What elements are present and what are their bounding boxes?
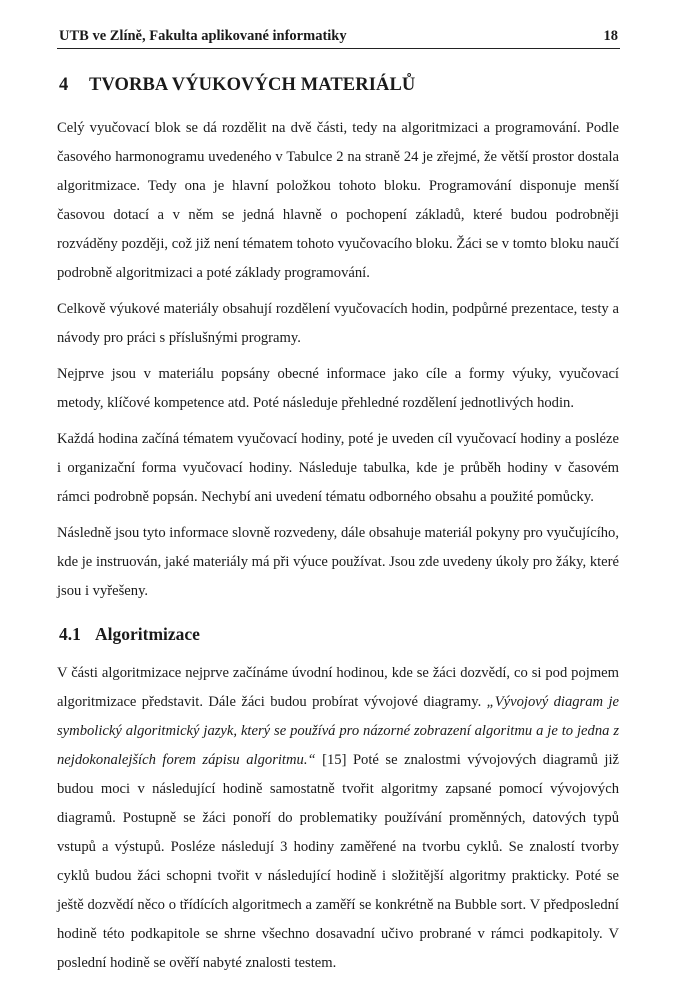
section-heading	[59, 624, 619, 645]
paragraph: Následně jsou tyto informace slovně rozvedeny, dále obsahuje materiál pokyny pro vyučujícího, kde je instruován, jaké materiály má při výuce používat. Jsou zde uvedeny úkoly pro žáky, které jsou i vyřešeny.	[57, 525, 619, 599]
paragraph: Celý vyučovací blok se dá rozdělit na dvě části, tedy na algoritmizaci a programování. Podle časového harmonogramu uvedeného v Tabulce 2 na straně 24 je zřejmé, že větší prostor dostala algoritmizace. Tedy ona je hlavní položkou tohoto bloku. Programování disponuje menší časovou dotací a v něm se jedná hlavně o pochopení základů, které budou podrobněji rozváděny později, což již není tématem tohoto vyučovacího bloku. Žáci se v tomto bloku naučí podrobně algoritmizaci a poté základy programování.	[57, 120, 619, 281]
section-title: Algoritmizace	[95, 624, 200, 644]
paragraph: Každá hodina začíná tématem vyučovací hodiny, poté je uveden cíl vyučovací hodiny a posléze i organizační forma vyučovací hodiny. Následuje tabulka, kde je průběh hodiny v časovém rámci podrobně popsán. Nechybí ani uvedení tématu odborného obsahu a použité pomůcky.	[57, 431, 619, 505]
definition-quote: „Vývojový diagram je symbolický algoritmický jazyk, který se používá pro názorné zobrazení algoritmu a je to jedna z nejdokonalejších forem zápisu algoritmu.“	[57, 694, 619, 768]
section-paragraph	[57, 659, 619, 978]
header-page-number: 18	[603, 28, 618, 44]
chapter-title: TVORBA VÝUKOVÝCH MATERIÁLŮ	[89, 75, 416, 95]
section-number: 4.1	[59, 624, 81, 644]
section-text-before-quote: V části algoritmizace nejprve začínáme úvodní hodinou, kde se žáci dozvědí, co si pod pojmem algoritmizace představit. Dále žáci budou probírat vývojové diagramy.	[57, 665, 619, 710]
page-body	[57, 75, 619, 985]
paragraph: Nejprve jsou v materiálu popsány obecné informace jako cíle a formy výuky, vyučovací metody, klíčové kompetence atd. Poté následuje přehledné rozdělení jednotlivých hodin.	[57, 366, 619, 411]
chapter-number: 4	[59, 75, 69, 95]
section-text-after-quote: [15] Poté se znalostmi vývojových diagramů již budou moci v následující hodině samostatně tvořit algoritmy zapsané pomocí vývojových diagramů. Postupně se žáci ponoří do problematiky používání proměnných, datových typů vstupů a výstupů. Posléze následují 3 hodiny zaměřené na tvorbu cyklů. Se znalostí tvorby cyklů budou žáci schopni tvořit v následující hodině i složitější algoritmy prakticky. Poté se ještě dozvědí něco o třídících algoritmech a zaměří se konkrétně na Bubble sort. V předposlední hodině této podkapitole se shrne všechno dosavadní učivo probrané v rámci podkapitoly. V poslední hodině se ověří nabyté znalosti testem.	[57, 752, 619, 971]
paragraph: Celkově výukové materiály obsahují rozdělení vyučovacích hodin, podpůrné prezentace, testy a návody pro práci s příslušnými programy.	[57, 301, 619, 346]
chapter-heading	[59, 75, 619, 96]
running-header	[57, 26, 620, 49]
header-institution: UTB ve Zlíně, Fakulta aplikované informatiky	[59, 28, 347, 44]
